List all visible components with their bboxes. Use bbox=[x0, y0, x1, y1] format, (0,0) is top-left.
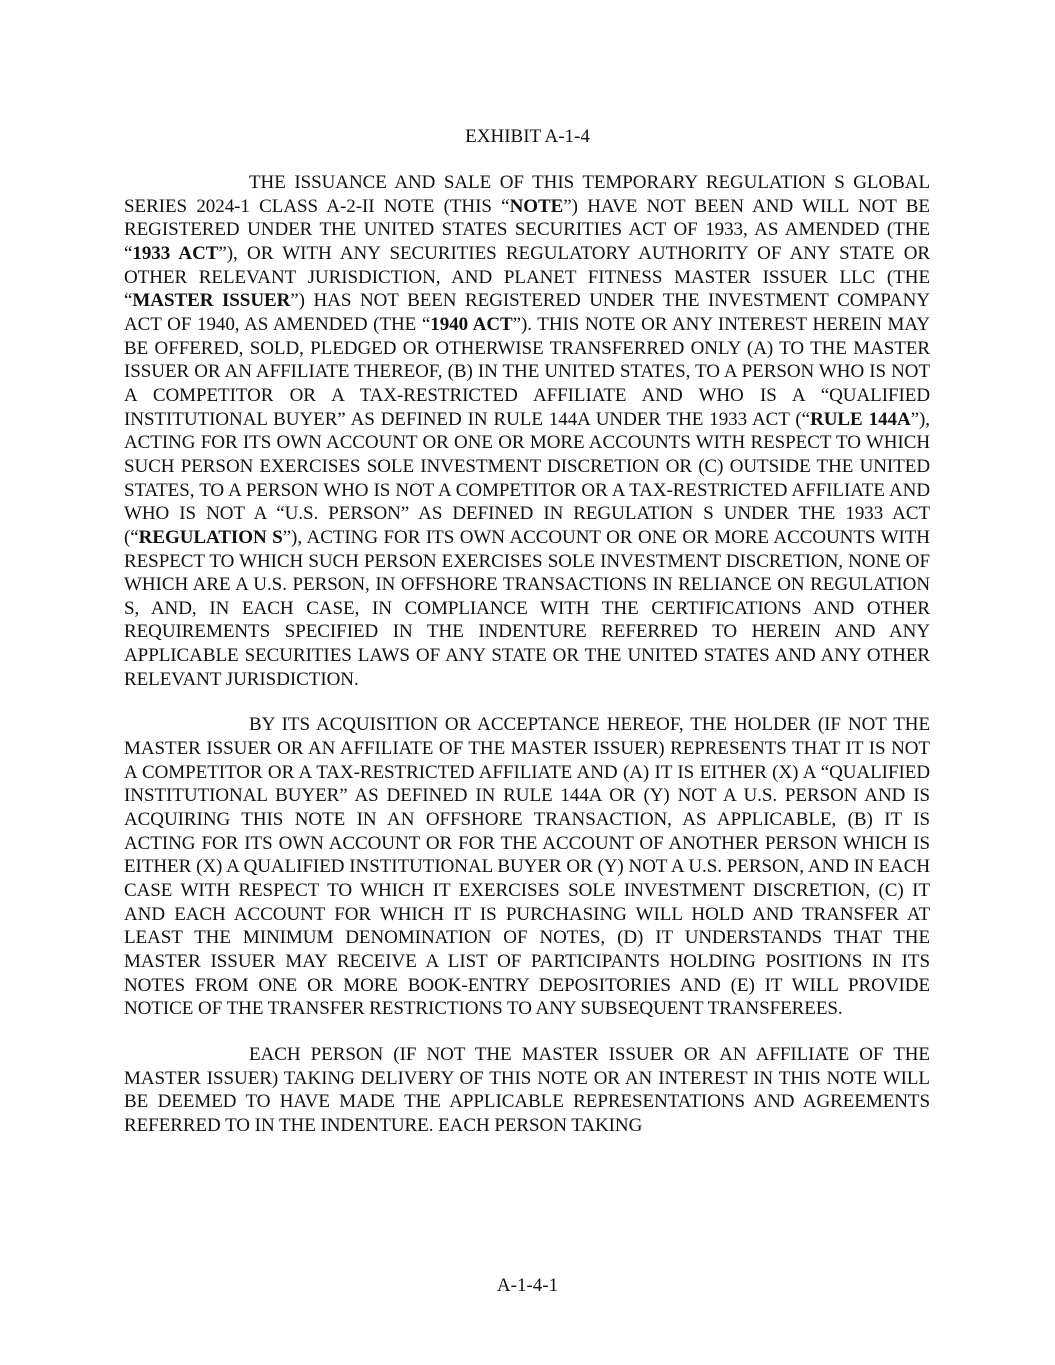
paragraph-transfer-legend bbox=[124, 171, 930, 691]
defined-term-1933-act: 1933 ACT bbox=[132, 242, 219, 264]
paragraph-text: BY ITS ACQUISITION OR ACCEPTANCE HEREOF, THE HOLDER (IF NOT THE MASTER ISSUER OR AN AFFILIATE OF THE MASTER ISSUER) REPRESENTS THAT IT IS NOT A COMPETITOR OR A TAX-RESTRICTED AFFILIATE AND (A) IT IS EITHER (X) A “QUALIFIED INSTITUTIONAL BUYER” AS DEFINED IN RULE 144A OR (Y) NOT A U.S. PERSON AND IS ACQUIRING THIS NOTE IN AN OFFSHORE TRANSACTION, AS APPLICABLE, (B) IT IS ACTING FOR ITS OWN ACCOUNT OR FOR THE ACCOUNT OF ANOTHER PERSON WHICH IS EITHER (X) A QUALIFIED INSTITUTIONAL BUYER OR (Y) NOT A U.S. PERSON, AND IN EACH CASE WITH RESPECT TO WHICH IT EXERCISES SOLE INVESTMENT DISCRETION, (C) IT AND EACH ACCOUNT FOR WHICH IT IS PURCHASING WILL HOLD AND TRANSFER AT LEAST THE MINIMUM DENOMINATION OF NOTES, (D) IT UNDERSTANDS THAT THE MASTER ISSUER MAY RECEIVE A LIST OF PARTICIPANTS HOLDING POSITIONS IN ITS NOTES FROM ONE OR MORE BOOK-ENTRY DEPOSITORIES AND (E) IT WILL PROVIDE NOTICE OF THE TRANSFER RESTRICTIONS TO ANY SUBSEQUENT TRANSFEREES. bbox=[124, 714, 930, 1020]
document-body bbox=[124, 171, 930, 1160]
defined-term-regulation-s: REGULATION S bbox=[138, 526, 283, 548]
paragraph-text: ”) HAVE NOT BEEN AND WILL NOT BE REGISTERED UNDER THE UNITED STATES SECURITIES ACT OF 1933, AS AMENDED (THE “ bbox=[124, 195, 930, 264]
paragraph-holder-representations bbox=[124, 713, 930, 1021]
exhibit-title: EXHIBIT A-1-4 bbox=[465, 126, 590, 147]
paragraph-text: ”), ACTING FOR ITS OWN ACCOUNT OR ONE OR MORE ACCOUNTS WITH RESPECT TO WHICH SUCH PERSON EXERCISES SOLE INVESTMENT DISCRETION, NONE OF WHICH ARE A U.S. PERSON, IN OFFSHORE TRANSACTIONS IN RELIANCE ON REGULATION S, AND, IN EACH CASE, IN COMPLIANCE WITH THE CERTIFICATIONS AND OTHER REQUIREMENTS SPECIFIED IN THE INDENTURE REFERRED TO HEREIN AND ANY APPLICABLE SECURITIES LAWS OF ANY STATE OR THE UNITED STATES AND ANY OTHER RELEVANT JURISDICTION. bbox=[124, 526, 930, 690]
paragraph-text: ”). THIS NOTE OR ANY INTEREST HEREIN MAY BE OFFERED, SOLD, PLEDGED OR OTHERWISE TRANSFERRED ONLY (A) TO THE MASTER ISSUER OR AN AFFILIATE THEREOF, (B) IN THE UNITED STATES, TO A PERSON WHO IS NOT A COMPETITOR OR A TAX-RESTRICTED AFFILIATE AND WHO IS A “QUALIFIED INSTITUTIONAL BUYER” AS DEFINED IN RULE 144A UNDER THE 1933 ACT (“ bbox=[124, 313, 930, 430]
defined-term-note: NOTE bbox=[509, 195, 564, 217]
defined-term-master-issuer: MASTER ISSUER bbox=[132, 290, 291, 312]
paragraph-deemed-representations bbox=[124, 1043, 930, 1138]
defined-term-1940-act: 1940 ACT bbox=[430, 313, 513, 335]
page-number: A-1-4-1 bbox=[496, 1275, 559, 1296]
paragraph-text: ”) HAS NOT BEEN REGISTERED UNDER THE INVESTMENT COMPANY ACT OF 1940, AS AMENDED (THE “ bbox=[124, 290, 930, 335]
paragraph-text: EACH PERSON (IF NOT THE MASTER ISSUER OR AN AFFILIATE OF THE MASTER ISSUER) TAKING DELIVERY OF THIS NOTE OR AN INTEREST IN THIS NOTE WILL BE DEEMED TO HAVE MADE THE APPLICABLE REPRESENTATIONS AND AGREEMENTS REFERRED TO IN THE INDENTURE. EACH PERSON TAKING bbox=[124, 1043, 930, 1136]
defined-term-rule-144a: RULE 144A bbox=[810, 408, 911, 430]
paragraph-text: THE ISSUANCE AND SALE OF THIS TEMPORARY REGULATION S GLOBAL SERIES 2024-1 CLASS A-2-II NOTE (THIS “ bbox=[124, 172, 930, 217]
paragraph-text: ”), OR WITH ANY SECURITIES REGULATORY AUTHORITY OF ANY STATE OR OTHER RELEVANT JURISDICTION, AND PLANET FITNESS MASTER ISSUER LLC (THE “ bbox=[124, 242, 930, 312]
paragraph-text: ”), ACTING FOR ITS OWN ACCOUNT OR ONE OR MORE ACCOUNTS WITH RESPECT TO WHICH SUCH PERSON EXERCISES SOLE INVESTMENT DISCRETION OR (C) OUTSIDE THE UNITED STATES, TO A PERSON WHO IS NOT A COMPETITOR OR A TAX-RESTRICTED AFFILIATE AND WHO IS NOT A “U.S. PERSON” AS DEFINED IN REGULATION S UNDER THE 1933 ACT (“ bbox=[124, 408, 931, 548]
